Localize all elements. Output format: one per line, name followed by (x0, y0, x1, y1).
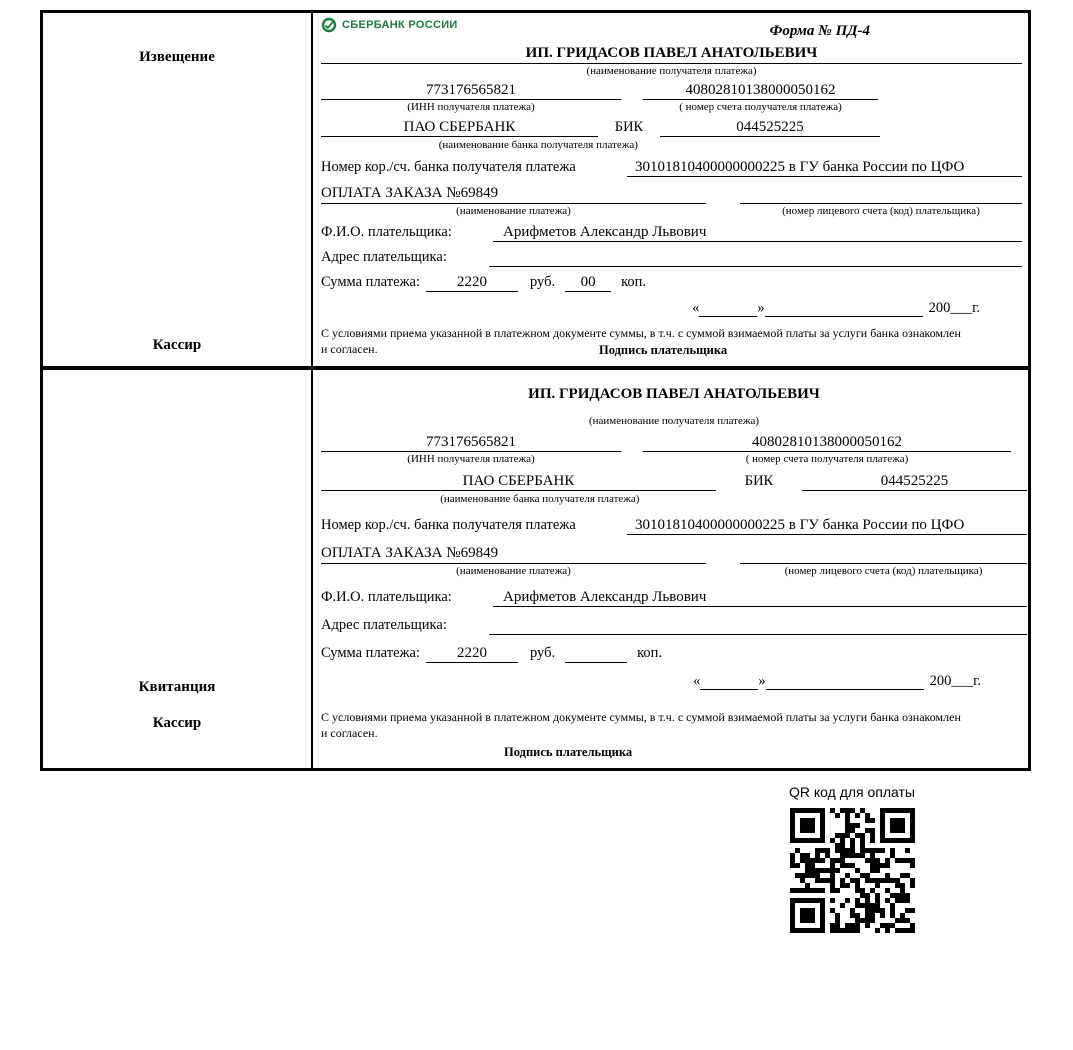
date-month-blank-line (765, 302, 923, 317)
bank-row (321, 119, 1022, 137)
receipt-section (43, 370, 1028, 769)
sberbank-logo (321, 17, 458, 33)
qr-caption: QR код для оплаты (788, 784, 915, 800)
corr-value: 30101810400000000225 в ГУ банка России по ЦФО (627, 517, 1027, 535)
inn-account-row (321, 82, 1022, 100)
signature-label: Подпись плательщика (599, 342, 728, 357)
account-value: 40802810138000050162 (643, 82, 878, 100)
sum-row (321, 645, 1027, 663)
account-caption: ( номер счета получателя платежа) (679, 100, 842, 113)
notice-section (43, 13, 1028, 370)
sum-label: Сумма платежа: (321, 644, 420, 661)
sum-row (321, 274, 1022, 292)
terms-text: С условиями приема указанной в платежном документе суммы, в т.ч. с суммой взимаемой платы за услуги банка ознакомлен и согласен. (321, 326, 961, 356)
qr-block (788, 784, 916, 938)
cashier-label: Кассир (152, 336, 202, 353)
payer-address-row (321, 617, 1027, 635)
payee-name: ИП. ГРИДАСОВ ПАВЕЛ АНАТОЛЬЕВИЧ (321, 45, 1022, 64)
bank-caption: (наименование банка получателя платежа) (440, 493, 640, 506)
inn-value: 773176565821 (321, 82, 621, 100)
payment-form-pd4 (40, 10, 1031, 771)
payment-caption: (наименование платежа) (456, 565, 571, 578)
payer-address-label: Адрес плательщика: (321, 616, 447, 633)
receipt-left-column (43, 370, 313, 769)
payment-name-value: ОПЛАТА ЗАКАЗА №69849 (321, 185, 706, 204)
date-row (321, 673, 1027, 690)
kop-label: коп. (621, 274, 647, 291)
payment-captions (321, 204, 1022, 219)
corr-label: Номер кор./сч. банка получателя платежа (321, 517, 576, 534)
date-open-quote: « (692, 300, 700, 317)
rub-label: руб. (530, 274, 556, 291)
date-row (321, 300, 1022, 317)
cashier-label: Кассир (152, 715, 202, 732)
qr-code (790, 808, 915, 933)
personal-account-caption: (номер лицевого счета (код) плательщика) (782, 204, 980, 217)
sum-kop-value: 00 (565, 274, 611, 292)
payment-caption: (наименование платежа) (456, 204, 571, 217)
personal-account-blank-line (740, 186, 1022, 204)
bik-label: БИК (614, 118, 644, 135)
inn-caption: (ИНН получателя платежа) (407, 100, 535, 113)
bik-label: БИК (744, 473, 774, 490)
form-number: Форма № ПД-4 (769, 23, 870, 39)
personal-account-caption: (номер лицевого счета (код) плательщика) (784, 565, 983, 578)
notice-content (313, 13, 1028, 366)
inn-account-row (321, 434, 1027, 452)
inn-value: 773176565821 (321, 434, 621, 452)
payer-name-label: Ф.И.О. плательщика: (321, 588, 452, 605)
payer-address-blank-line (489, 249, 1022, 267)
notice-label: Извещение (139, 49, 215, 65)
sberbank-logo-text: СБЕРБАНК РОССИИ (342, 19, 458, 31)
sum-rub-value: 2220 (426, 645, 518, 663)
date-month-blank-line (766, 675, 924, 690)
date-year: 200___г. (928, 300, 980, 317)
payer-name-value: Арифметов Александр Львович (493, 224, 1022, 242)
personal-account-blank-line (740, 546, 1027, 564)
notice-left-column (43, 13, 313, 366)
notice-header-row (321, 17, 1022, 45)
date-open-quote: « (693, 672, 701, 689)
sum-kop-value (565, 662, 627, 663)
sberbank-logo-icon (321, 17, 337, 33)
payer-address-label: Адрес плательщика: (321, 249, 447, 266)
corr-account-row (321, 517, 1027, 535)
payment-name-value: ОПЛАТА ЗАКАЗА №69849 (321, 545, 706, 564)
inn-account-captions (321, 100, 1022, 115)
payment-captions (321, 564, 1027, 579)
sum-rub-value: 2220 (426, 274, 518, 292)
signature-label: Подпись плательщика (504, 745, 633, 760)
date-close-quote: » (757, 300, 765, 317)
corr-value: 30101810400000000225 в ГУ банка России по ЦФО (627, 159, 1022, 177)
date-day-blank-line (700, 675, 758, 690)
bank-caption: (наименование банка получателя платежа) (438, 138, 638, 151)
payer-name-row (321, 224, 1022, 242)
rub-label: руб. (530, 644, 556, 661)
corr-account-row (321, 159, 1022, 177)
bank-row (321, 473, 1027, 491)
payment-row (321, 545, 1027, 564)
payer-name-row (321, 589, 1027, 607)
payer-name-value: Арифметов Александр Львович (493, 589, 1027, 607)
bik-value: 044525225 (802, 473, 1027, 491)
date-close-quote: » (758, 672, 766, 689)
payee-name: ИП. ГРИДАСОВ ПАВЕЛ АНАТОЛЬЕВИЧ (528, 385, 820, 402)
payer-address-blank-line (489, 617, 1027, 635)
account-caption: ( номер счета получателя платежа) (745, 453, 909, 466)
sum-label: Сумма платежа: (321, 274, 420, 291)
date-day-blank-line (699, 302, 757, 317)
payer-address-row (321, 249, 1022, 267)
payee-caption: (наименование получателя платежа) (588, 414, 760, 427)
terms-text: С условиями приема указанной в платежном документе суммы, в т.ч. с суммой взимаемой платы за услуги банка ознакомлен и согласен. (321, 709, 961, 740)
corr-label: Номер кор./сч. банка получателя платежа (321, 158, 576, 175)
bank-name-value: ПАО СБЕРБАНК (321, 119, 598, 137)
payee-caption: (наименование получателя платежа) (586, 65, 757, 77)
inn-caption: (ИНН получателя платежа) (407, 453, 535, 466)
receipt-content (313, 370, 1033, 769)
terms-block (321, 326, 1022, 357)
account-value: 40802810138000050162 (643, 434, 1011, 452)
payment-row (321, 185, 1022, 204)
payer-name-label: Ф.И.О. плательщика: (321, 224, 452, 241)
receipt-label: Квитанция (138, 679, 216, 696)
bank-name-value: ПАО СБЕРБАНК (321, 473, 716, 491)
date-year: 200___г. (929, 672, 981, 689)
inn-account-captions (321, 452, 1027, 467)
terms-block (321, 710, 1027, 760)
bik-value: 044525225 (660, 119, 880, 137)
kop-label: коп. (637, 644, 663, 661)
